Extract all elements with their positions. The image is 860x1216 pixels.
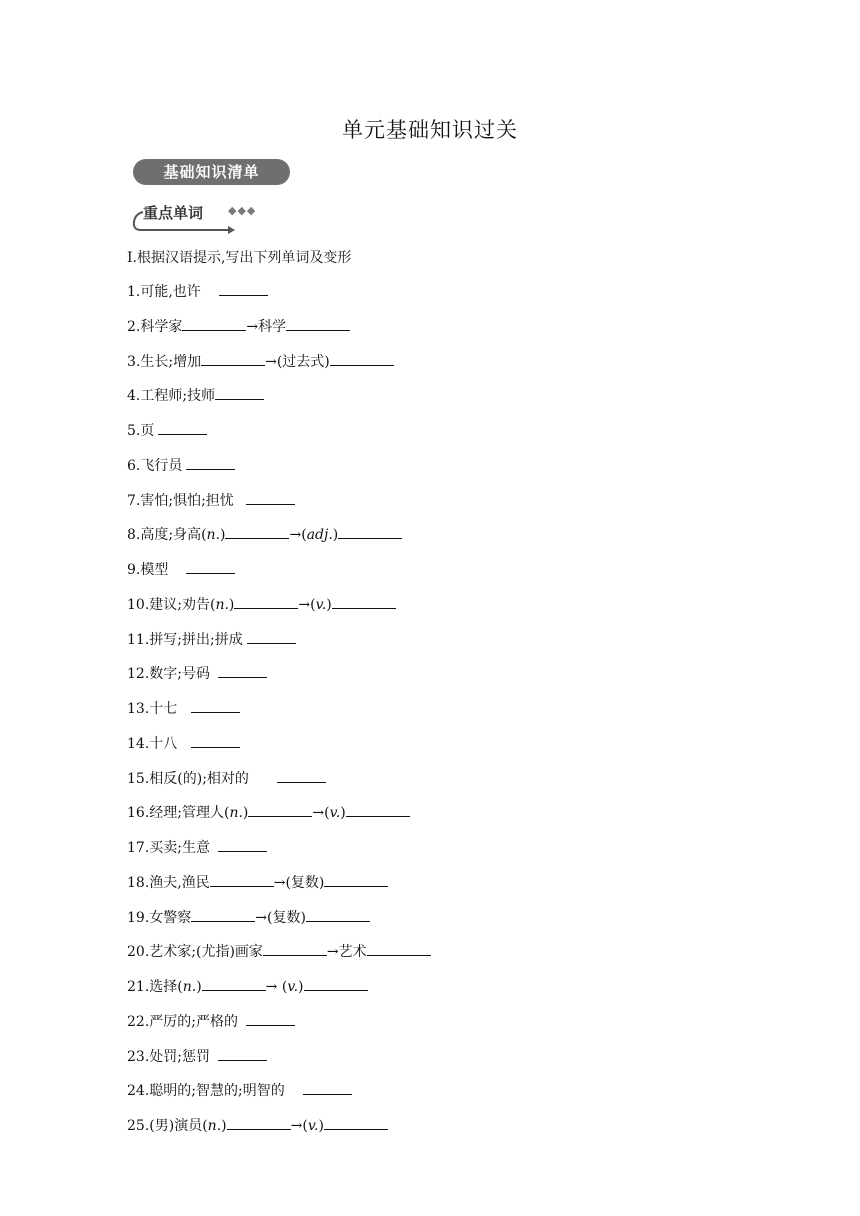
arrow: →	[265, 979, 278, 995]
answer-blank[interactable]	[182, 316, 246, 331]
item-prompt: 聪明的;智慧的;明智的	[149, 1083, 285, 1100]
item-prompt: (男)演员	[149, 1118, 203, 1134]
item-number: 12.	[127, 666, 150, 683]
item-prompt: 可能,也许	[140, 284, 201, 300]
list-item: 25.(男)演员(n.) →(v.)	[127, 1115, 431, 1150]
item-number: 22.	[127, 1013, 150, 1030]
item-prompt: 艺术家;(尤指)画家	[149, 944, 263, 961]
item-prompt: 经理;管理人	[149, 805, 224, 822]
part-of-speech: n.	[206, 527, 221, 544]
answer-blank[interactable]	[367, 941, 431, 956]
list-item: 21.选择(n.) → (v.)	[127, 976, 431, 1011]
item-prompt-2: 艺术	[338, 944, 367, 961]
item-prompt: 选择	[149, 979, 178, 995]
item-prompt: 女警察	[149, 909, 192, 926]
section-banner: 基础知识清单	[133, 159, 290, 185]
list-item: 10.建议;劝告(n.) →(v.)	[127, 594, 431, 629]
answer-blank[interactable]	[186, 559, 235, 574]
part-of-speech: n.	[229, 805, 243, 822]
list-item	[127, 316, 431, 351]
item-number: 20.	[127, 944, 150, 961]
answer-blank[interactable]	[330, 351, 394, 366]
item-number: 4.	[127, 388, 141, 405]
list-item	[127, 907, 431, 942]
item-prompt: 模型	[140, 562, 169, 578]
list-item	[127, 1011, 431, 1046]
item-number: 8.	[127, 527, 141, 544]
item-number: 24.	[127, 1083, 150, 1100]
answer-blank[interactable]	[227, 1115, 291, 1130]
item-prompt: 严厉的;严格的	[149, 1013, 238, 1030]
item-number: 7.	[127, 492, 141, 509]
answer-blank[interactable]	[246, 1011, 295, 1026]
item-prompt: 数字;号码	[149, 666, 210, 683]
arrow: →	[298, 596, 311, 613]
item-prompt: 相反(的);相对的	[149, 770, 249, 787]
answer-blank[interactable]	[263, 941, 327, 956]
item-number: 10.	[127, 596, 150, 613]
answer-blank[interactable]	[324, 1115, 388, 1130]
list-item	[127, 281, 431, 316]
item-prompt: 页	[140, 423, 155, 439]
item-prompt: 买卖;生意	[149, 840, 210, 856]
arrow: →	[290, 1118, 303, 1134]
answer-blank[interactable]	[304, 976, 368, 991]
answer-blank[interactable]	[218, 663, 267, 678]
part-of-speech-2: v.	[307, 1118, 319, 1134]
arrow: →	[255, 909, 267, 926]
arrow: →	[273, 874, 286, 891]
item-number: 5.	[127, 423, 141, 439]
diamond-decoration-icon: ◆◆◆	[228, 204, 257, 217]
answer-blank[interactable]	[191, 907, 255, 922]
part-of-speech: n.	[215, 596, 229, 613]
item-number: 2.	[127, 318, 141, 335]
answer-blank[interactable]	[191, 733, 240, 748]
arrow: →	[246, 318, 259, 335]
page-title: 单元基础知识过关	[342, 118, 518, 142]
list-item	[127, 629, 431, 664]
item-prompt-2: (复数)	[267, 909, 306, 926]
answer-blank[interactable]	[306, 907, 370, 922]
list-item	[127, 663, 431, 698]
arrow: →	[326, 944, 339, 961]
list-item	[127, 420, 431, 455]
answer-blank[interactable]	[247, 629, 296, 644]
instruction: Ⅰ.根据汉语提示,写出下列单词及变形	[127, 250, 352, 266]
answer-blank[interactable]	[277, 768, 326, 783]
answer-blank[interactable]	[158, 420, 207, 435]
item-number: 16.	[127, 805, 150, 822]
list-item	[127, 837, 431, 872]
answer-blank[interactable]	[246, 490, 295, 505]
answer-blank[interactable]	[201, 351, 265, 366]
list-item	[127, 559, 431, 594]
item-number: 25.	[127, 1118, 150, 1134]
part-of-speech: n.	[207, 1118, 222, 1134]
answer-blank[interactable]	[215, 385, 264, 400]
answer-blank[interactable]	[210, 872, 274, 887]
subsection-header	[131, 200, 291, 234]
list-item	[127, 351, 431, 386]
item-number: 18.	[127, 874, 150, 891]
answer-blank[interactable]	[303, 1080, 352, 1095]
list-item	[127, 455, 431, 490]
item-prompt: 渔夫,渔民	[149, 874, 210, 891]
answer-blank[interactable]	[286, 316, 350, 331]
vocabulary-list	[127, 281, 431, 1150]
answer-blank[interactable]	[225, 524, 289, 539]
item-prompt-2: (过去式)	[276, 353, 330, 370]
item-prompt: 飞行员	[140, 457, 183, 474]
item-number: 19.	[127, 909, 150, 926]
item-number: 14.	[127, 735, 150, 752]
answer-blank[interactable]	[218, 837, 267, 852]
list-item	[127, 872, 431, 907]
item-number: 21.	[127, 979, 150, 995]
item-number: 23.	[127, 1048, 150, 1065]
answer-blank[interactable]	[202, 976, 266, 991]
item-prompt: 害怕;惧怕;担忧	[140, 492, 234, 509]
arrow: →	[312, 805, 325, 822]
item-prompt: 十七	[149, 701, 178, 717]
answer-blank[interactable]	[186, 455, 235, 470]
item-number: 11.	[127, 631, 150, 648]
answer-blank[interactable]	[346, 802, 410, 817]
answer-blank[interactable]	[218, 1046, 267, 1061]
item-prompt-2: 科学	[258, 318, 287, 335]
item-number: 15.	[127, 770, 150, 787]
list-item: 8.高度;身高(n.) →(adj.)	[127, 524, 431, 559]
item-prompt: 高度;身高	[140, 527, 202, 544]
list-item	[127, 733, 431, 768]
item-prompt: 处罚;惩罚	[149, 1048, 210, 1065]
part-of-speech-2: v.	[315, 596, 327, 613]
item-prompt: 工程师;技师	[140, 388, 216, 405]
part-of-speech: n.	[182, 979, 197, 995]
answer-blank[interactable]	[191, 698, 240, 713]
answer-blank[interactable]	[324, 872, 388, 887]
answer-blank[interactable]	[332, 594, 396, 609]
part-of-speech-2: adj.	[306, 527, 333, 544]
part-of-speech-2: v.	[287, 979, 299, 995]
answer-blank[interactable]	[234, 594, 298, 609]
item-number: 6.	[127, 457, 141, 474]
item-prompt: 建议;劝告	[149, 596, 210, 613]
list-item	[127, 768, 431, 803]
answer-blank[interactable]	[338, 524, 402, 539]
item-number: 9.	[127, 562, 141, 578]
answer-blank[interactable]	[248, 802, 312, 817]
item-number: 17.	[127, 840, 150, 856]
item-prompt: 十八	[149, 735, 178, 752]
list-item	[127, 1046, 431, 1081]
subsection-label: 重点单词	[143, 204, 204, 222]
list-item	[127, 1080, 431, 1115]
list-item	[127, 490, 431, 525]
list-item	[127, 941, 431, 976]
item-number: 3.	[127, 353, 141, 370]
list-item: 16.经理;管理人(n.) →(v.)	[127, 802, 431, 837]
item-number: 1.	[127, 284, 141, 300]
item-prompt: 生长;增加	[140, 353, 202, 370]
arrow: →	[265, 353, 277, 370]
answer-blank[interactable]	[219, 281, 268, 296]
list-item	[127, 698, 431, 733]
part-of-speech-2: v.	[329, 805, 341, 822]
item-prompt: 科学家	[140, 318, 183, 335]
item-number: 13.	[127, 701, 150, 717]
item-prompt: 拼写;拼出;拼成	[149, 631, 243, 648]
list-item	[127, 385, 431, 420]
item-prompt-2: (复数)	[285, 874, 325, 891]
arrow: →	[289, 527, 302, 544]
